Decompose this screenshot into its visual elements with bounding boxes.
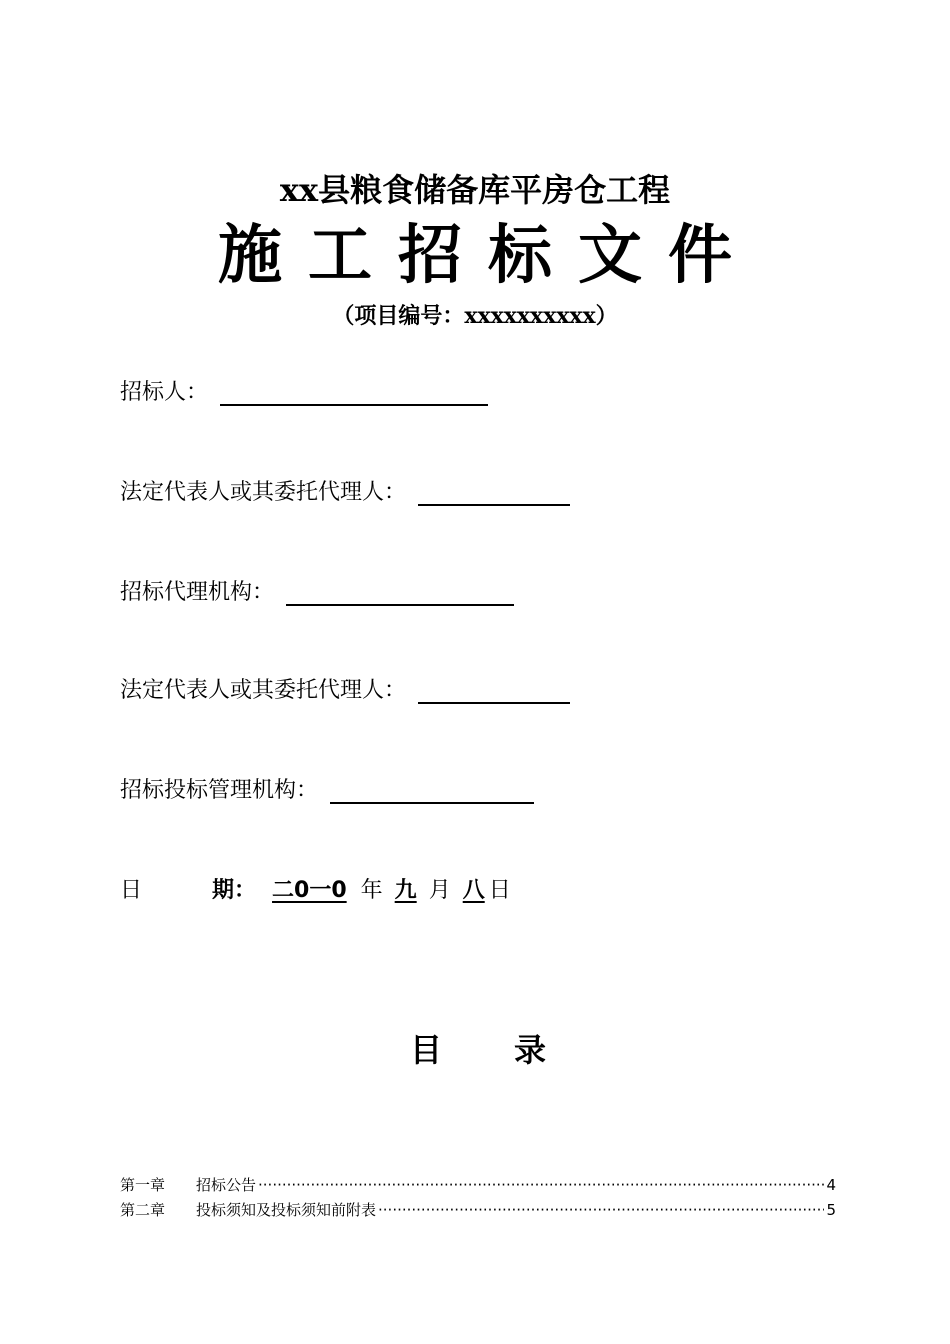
blank-line [286,580,514,606]
field-management-agency [120,770,534,806]
field-tenderer [120,372,488,408]
date-month: 九 [394,878,417,903]
toc-chapter: 第二章 [120,1201,166,1219]
toc-name: 投标须知及投标须知前附表 [196,1201,377,1219]
date-row [120,870,511,906]
date-year-suffix: 年 [360,878,383,903]
blank-line [418,678,570,704]
date-label-a: 日 [120,878,143,903]
date-month-suffix: 月 [428,878,451,903]
toc-leader-dots [258,1174,824,1196]
field-label: 招标人： [120,380,209,405]
toc-entry[interactable] [120,1199,836,1221]
date-day: 八 [462,878,485,903]
project-number: （项目编号：xxxxxxxxxx） [332,303,618,329]
toc-name: 招标公告 [196,1176,257,1194]
field-agency [120,572,514,608]
toc-chapter: 第一章 [120,1176,166,1194]
toc-page: 4 [826,1176,836,1194]
date-year: 二0一0 [272,878,347,903]
toc-entry[interactable] [120,1174,836,1196]
toc-title-b: 录 [514,1031,547,1069]
toc-title-a: 目 [410,1031,443,1069]
document-title-line1: xx县粮食储备库平房仓工程 [279,171,671,209]
field-legal-rep-2 [120,670,570,706]
date-day-suffix: 日 [488,878,511,903]
blank-line [220,380,488,406]
blank-line [330,778,534,804]
toc-leader-dots [378,1199,824,1221]
field-label: 法定代表人或其委托代理人： [120,678,407,703]
blank-line [418,480,570,506]
field-label: 招标投标管理机构： [120,778,319,803]
document-title-line2: 施工招标文件 [218,218,758,293]
toc-title [410,1028,546,1072]
date-label-b: 期： [212,878,257,903]
toc-page: 5 [826,1201,836,1219]
field-label: 招标代理机构： [120,580,275,605]
field-legal-rep-1 [120,472,570,508]
field-label: 法定代表人或其委托代理人： [120,480,407,505]
